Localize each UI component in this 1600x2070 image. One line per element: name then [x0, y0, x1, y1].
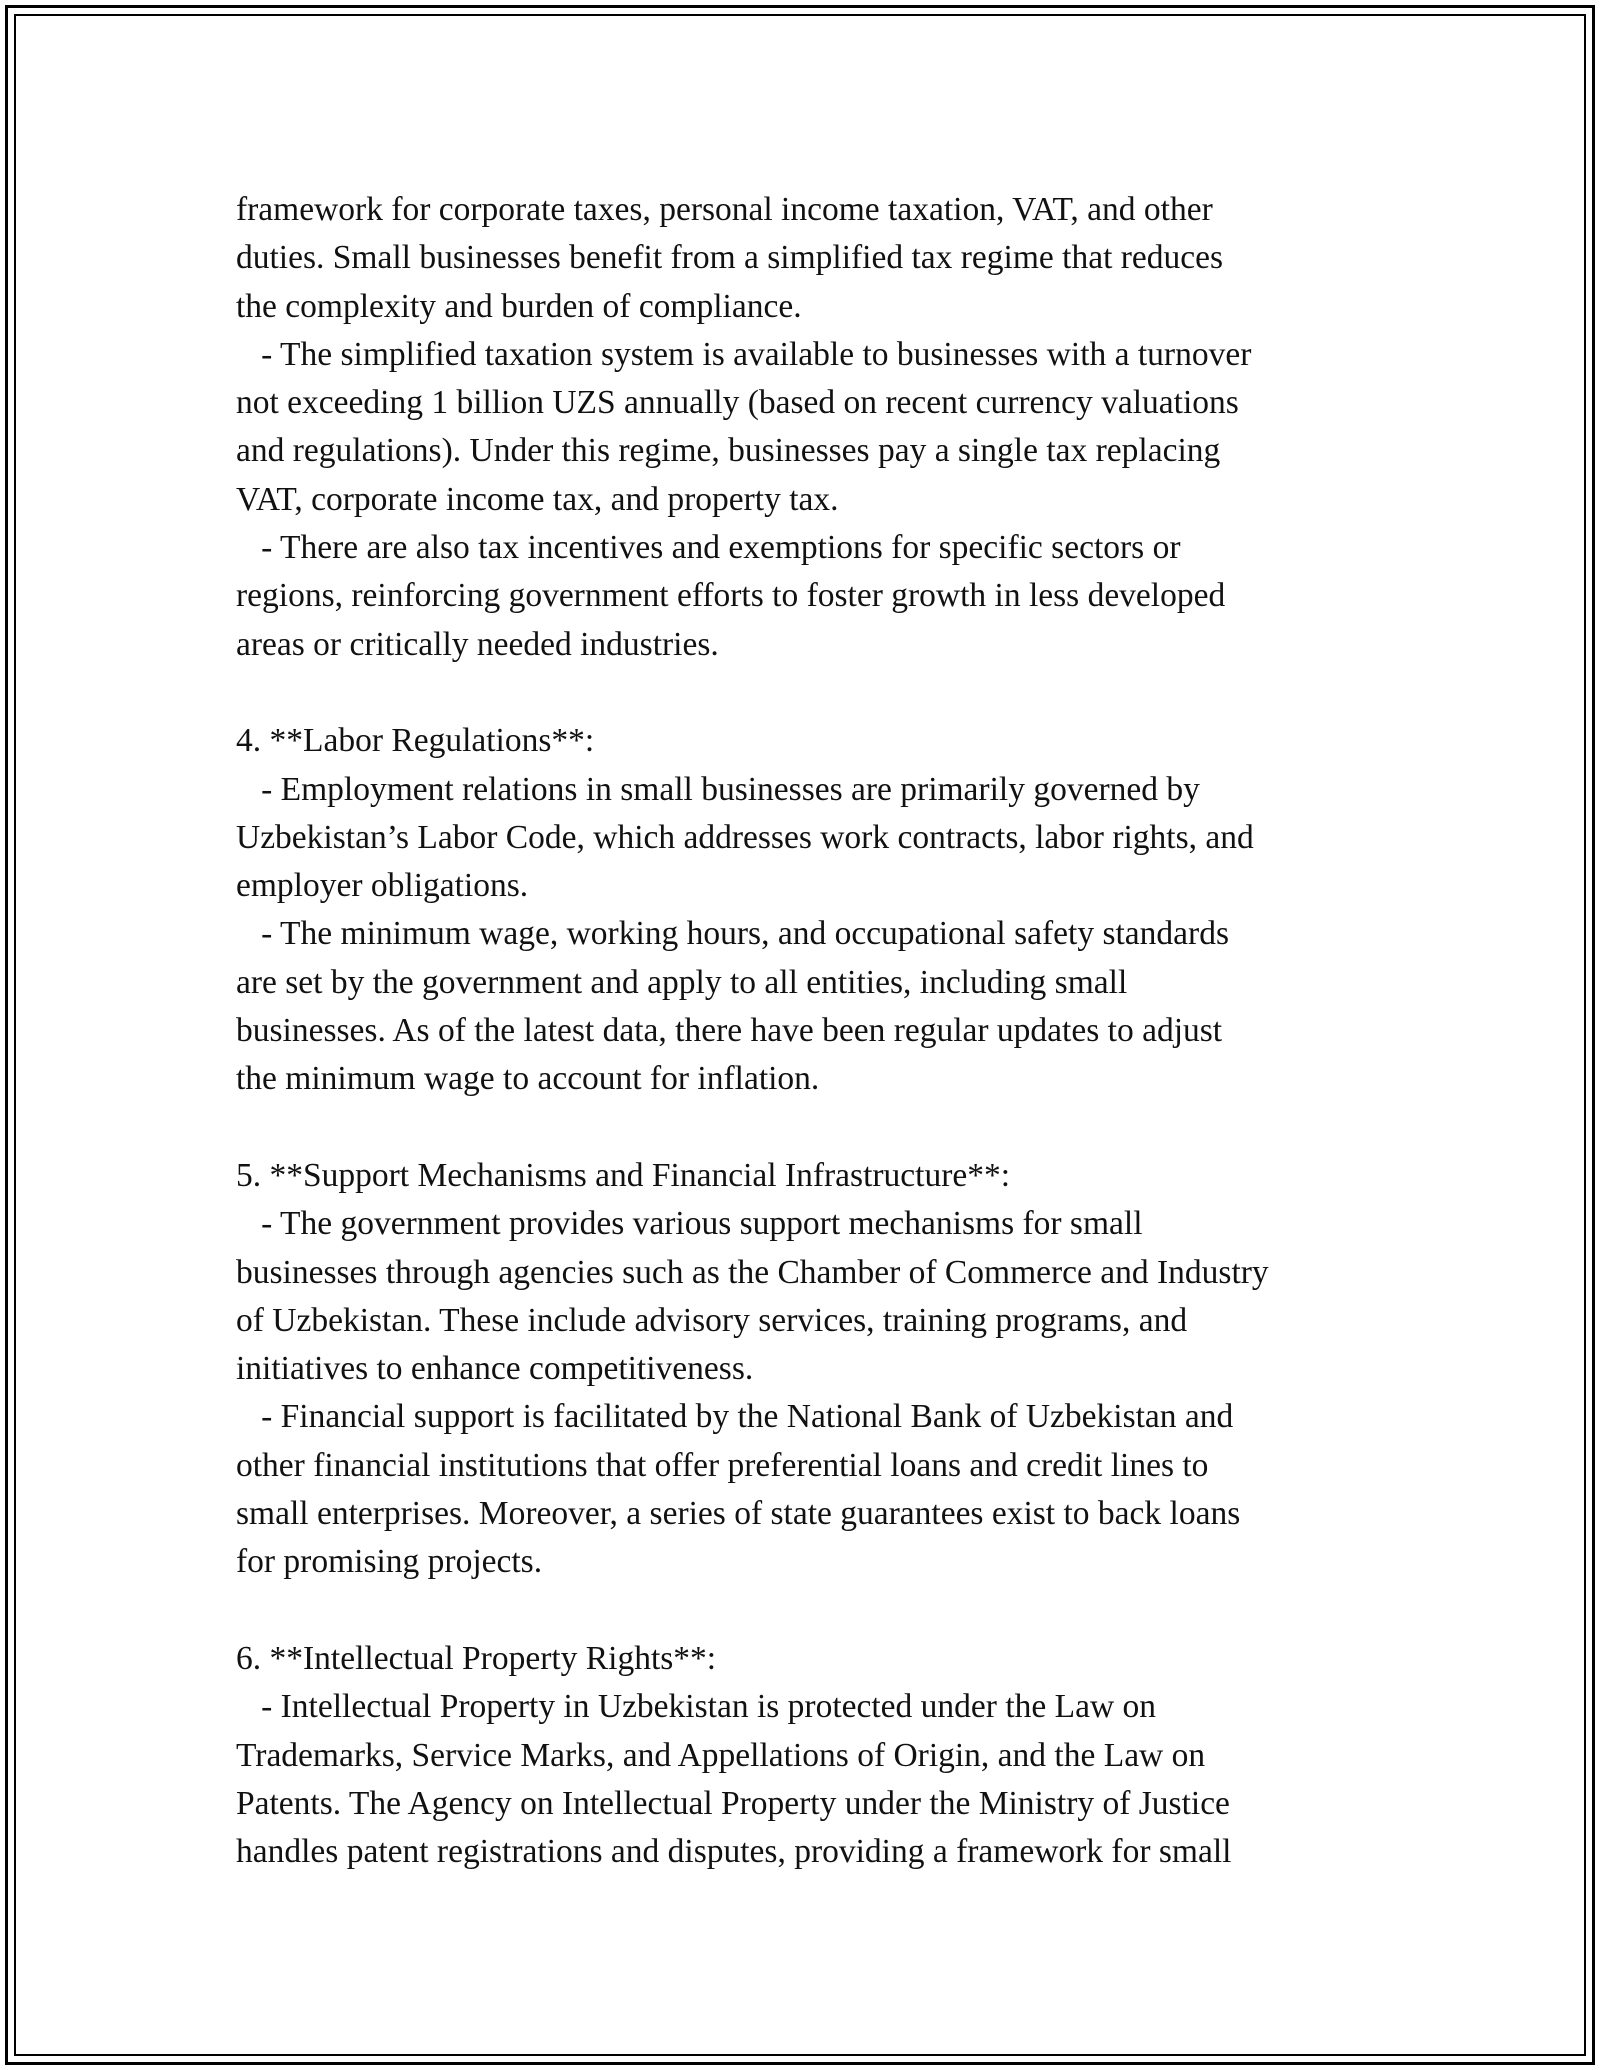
text-line: are set by the government and apply to all entities, including small [236, 963, 1128, 1001]
text-line: handles patent registrations and disputes, providing a framework for small [236, 1833, 1232, 1871]
paragraph-gap [236, 1587, 1396, 1635]
text-line: not exceeding 1 billion UZS annually (based on recent currency valuations [236, 384, 1239, 422]
paragraph [236, 524, 1396, 669]
text-line: initiatives to enhance competitiveness. [236, 1350, 754, 1388]
text-line: small enterprises. Moreover, a series of state guarantees exist to back loans [236, 1495, 1241, 1533]
text-line: - The simplified taxation system is available to businesses with a turnover [236, 335, 1252, 373]
text-line: for promising projects. [236, 1543, 543, 1581]
paragraph [236, 331, 1396, 524]
paragraph-gap [236, 1104, 1396, 1152]
text-line: Patents. The Agency on Intellectual Property under the Ministry of Justice [236, 1784, 1230, 1822]
text-line: areas or critically needed industries. [236, 625, 719, 663]
paragraph-gap [236, 669, 1396, 717]
text-line: VAT, corporate income tax, and property tax. [236, 480, 839, 518]
text-line: of Uzbekistan. These include advisory services, training programs, and [236, 1301, 1188, 1339]
text-line: employer obligations. [236, 867, 529, 905]
paragraph [236, 186, 1396, 331]
text-line: the minimum wage to account for inflation. [236, 1060, 820, 1098]
section-heading: 5. **Support Mechanisms and Financial Infrastructure**: [236, 1156, 1011, 1194]
text-line: - Financial support is facilitated by the National Bank of Uzbekistan and [236, 1398, 1234, 1436]
text-line: businesses through agencies such as the Chamber of Commerce and Industry [236, 1253, 1269, 1291]
text-line: - There are also tax incentives and exemptions for specific sectors or [236, 529, 1181, 567]
text-line: framework for corporate taxes, personal income taxation, VAT, and other [236, 191, 1213, 228]
text-line: - The minimum wage, working hours, and occupational safety standards [236, 915, 1229, 953]
paragraph [236, 910, 1396, 1103]
section-support-mechanisms [236, 1152, 1396, 1393]
text-line: regions, reinforcing government efforts to foster growth in less developed [236, 577, 1226, 615]
text-line: the complexity and burden of compliance. [236, 287, 802, 325]
section-intellectual-property [236, 1635, 1396, 1876]
section-heading: 4. **Labor Regulations**: [236, 722, 595, 760]
section-heading: 6. **Intellectual Property Rights**: [236, 1639, 717, 1677]
text-line: Trademarks, Service Marks, and Appellations of Origin, and the Law on [236, 1736, 1206, 1774]
text-line: other financial institutions that offer preferential loans and credit lines to [236, 1446, 1209, 1484]
text-line: and regulations). Under this regime, businesses pay a single tax replacing [236, 432, 1221, 470]
section-labor-regulations [236, 717, 1396, 910]
text-line: businesses. As of the latest data, there have been regular updates to adjust [236, 1012, 1223, 1050]
text-line: - Employment relations in small businesses are primarily governed by [236, 770, 1200, 808]
document-body [236, 186, 1396, 1876]
text-line: - The government provides various support mechanisms for small [236, 1205, 1143, 1243]
text-line: - Intellectual Property in Uzbekistan is protected under the Law on [236, 1688, 1157, 1726]
text-line: Uzbekistan’s Labor Code, which addresses work contracts, labor rights, and [236, 818, 1254, 856]
text-line: duties. Small businesses benefit from a simplified tax regime that reduces [236, 239, 1224, 277]
paragraph [236, 1393, 1396, 1586]
